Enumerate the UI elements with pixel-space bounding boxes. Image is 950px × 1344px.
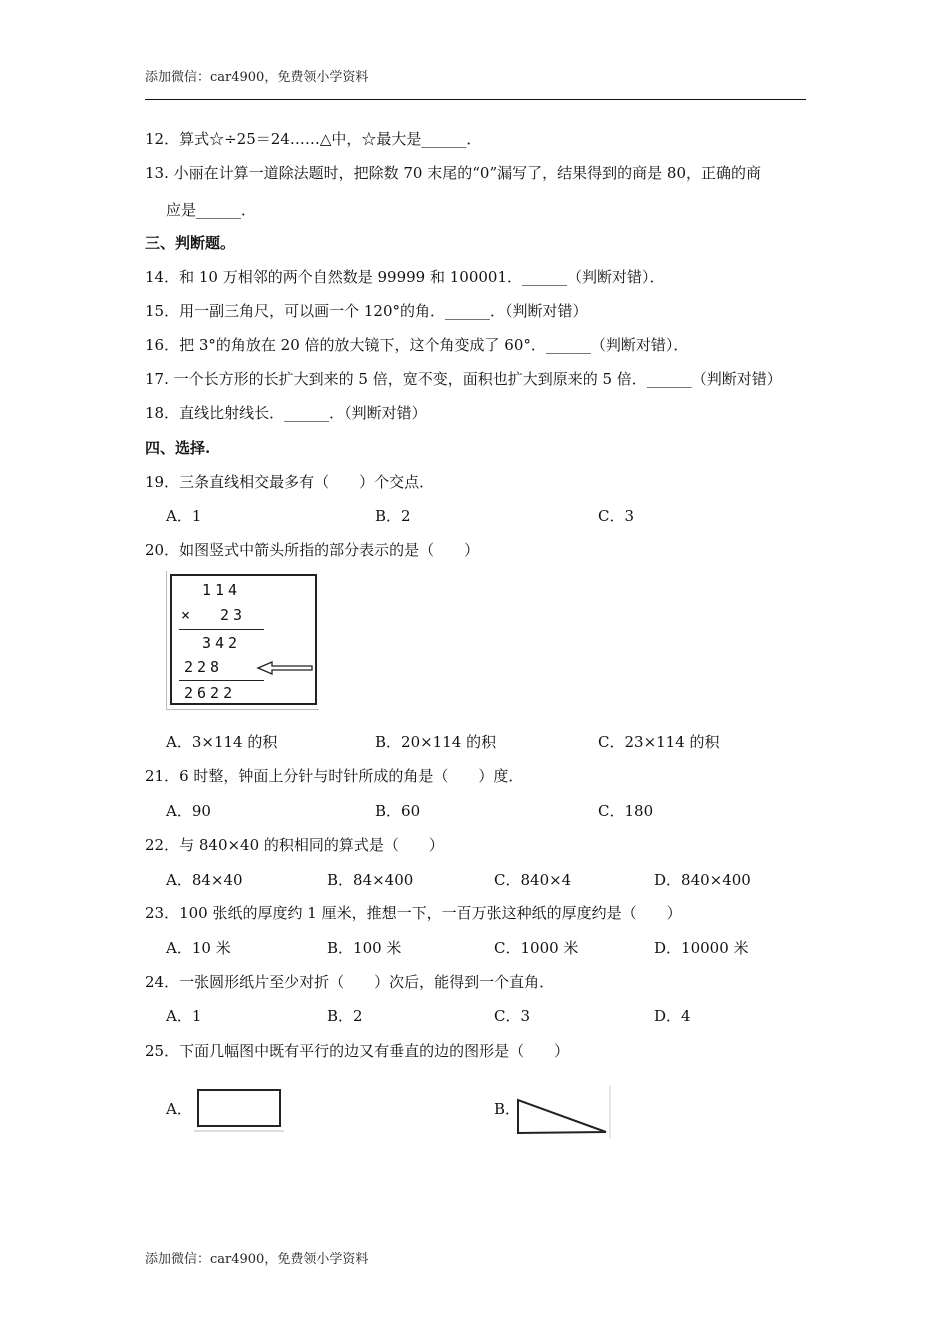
question-13-line-2: 应是______．: [166, 201, 257, 219]
q19-option-b: B．2: [375, 507, 411, 525]
question-23: 23．100 张纸的厚度约 1 厘米，推想一下，一百万张这种纸的厚度约是（ ）: [145, 904, 682, 922]
question-19: 19．三条直线相交最多有（ ）个交点．: [145, 473, 435, 491]
q20-option-a: A．3×114 的积: [166, 733, 278, 751]
section-4-heading: 四、选择.: [145, 439, 211, 457]
q25-label-b: B．: [494, 1100, 521, 1118]
q22-option-a: A．84×40: [166, 871, 243, 889]
question-21: 21．6 时整，钟面上分针与时针所成的角是（ ）度．: [145, 767, 524, 785]
header-divider: [145, 99, 806, 100]
q22-option-d: D．840×400: [654, 871, 751, 889]
q21-option-c: C．180: [598, 802, 654, 820]
q24-option-d: D．4: [654, 1007, 691, 1025]
q23-option-a: A．10 米: [166, 939, 231, 957]
rectangle-shape: [192, 1086, 286, 1134]
question-12: 12．算式☆÷25＝24……△中，☆最大是______．: [145, 130, 482, 148]
figure-rule-2: [179, 680, 264, 681]
figure-multiplicand: 114: [202, 581, 242, 599]
figure-partial-product-1: 342: [202, 634, 242, 652]
figure-times-sign: ×: [181, 606, 195, 624]
q22-option-c: C．840×4: [494, 871, 572, 889]
header-note: 添加微信：car4900，免费领小学资料: [145, 70, 369, 85]
q22-option-b: B．84×400: [327, 871, 414, 889]
q23-option-d: D．10000 米: [654, 939, 749, 957]
q23-option-b: B．100 米: [327, 939, 402, 957]
q19-option-a: A．1: [166, 507, 202, 525]
question-25: 25．下面几幅图中既有平行的边又有垂直的边的图形是（ ）: [145, 1042, 570, 1060]
question-13-line-1: 13. 小丽在计算一道除法题时，把除数 70 末尾的“0”漏写了，结果得到的商是 80，正确的商: [145, 164, 761, 182]
q21-option-b: B．60: [375, 802, 421, 820]
figure-partial-product-2: 228: [184, 658, 224, 676]
q24-option-a: A．1: [166, 1007, 202, 1025]
figure-multiplier: 23: [220, 606, 247, 624]
question-24: 24．一张圆形纸片至少对折（ ）次后，能得到一个直角．: [145, 973, 555, 991]
vertical-multiplication-figure: [166, 571, 319, 710]
question-14: 14．和 10 万相邻的两个自然数是 99999 和 100001．______（判断对错）．: [145, 268, 665, 286]
section-3-heading: 三、判断题。: [145, 234, 236, 252]
figure-product: 2622: [184, 684, 237, 702]
figure-frame: [170, 574, 317, 705]
q21-option-a: A．90: [166, 802, 211, 820]
q25-label-a: A．: [166, 1100, 192, 1118]
right-triangle-shape: [513, 1084, 613, 1140]
question-18: 18．直线比射线长．______．（判断对错）: [145, 404, 427, 422]
question-17: 17. 一个长方形的长扩大到来的 5 倍，宽不变，面积也扩大到原来的 5 倍．______（判断对错）: [145, 370, 782, 388]
arrow-icon: [256, 660, 314, 676]
q20-option-b: B．20×114 的积: [375, 733, 497, 751]
q19-option-c: C．3: [598, 507, 635, 525]
q20-option-c: C．23×114 的积: [598, 733, 720, 751]
figure-rule-1: [179, 629, 264, 630]
question-20: 20．如图竖式中箭头所指的部分表示的是（ ）: [145, 541, 480, 559]
question-22: 22．与 840×40 的积相同的算式是（ ）: [145, 836, 444, 854]
q24-option-c: C．3: [494, 1007, 531, 1025]
q24-option-b: B．2: [327, 1007, 363, 1025]
q23-option-c: C．1000 米: [494, 939, 579, 957]
question-15: 15．用一副三角尺，可以画一个 120°的角．______．（判断对错）: [145, 302, 588, 320]
footer-note: 添加微信：car4900，免费领小学资料: [145, 1252, 369, 1267]
question-16: 16．把 3°的角放在 20 倍的放大镜下，这个角变成了 60°．______（判断对错）．: [145, 336, 689, 354]
